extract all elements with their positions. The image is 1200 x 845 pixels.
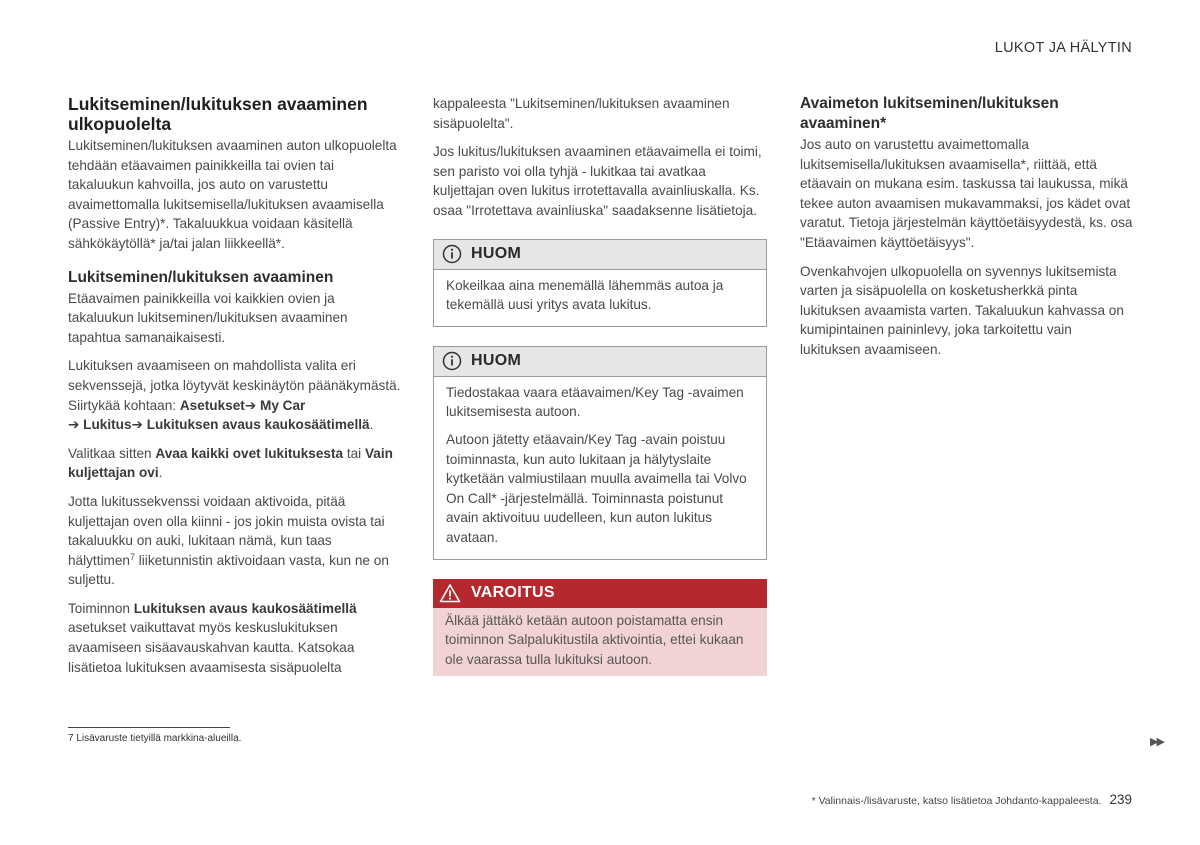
- column-middle: [433, 94, 767, 688]
- note-header: [434, 240, 766, 270]
- continue-arrows-icon: ▶▶: [1150, 736, 1163, 748]
- menu-arrow-icon: ➔: [244, 397, 257, 413]
- remote-key-paragraph: Etäavaimen painikkeilla voi kaikkien ovien ja takaluukun lukitseminen/lukituksen avaaminen tapahtua samanaikaisesti.: [68, 290, 348, 345]
- warning-text: Älkää jättäkö ketään autoon poistamatta ensin toiminnon Salpalukitustila aktivointia, ettei kukaan ole vaarassa tulla lukituksi autoon.: [445, 612, 744, 667]
- note-body: [434, 377, 766, 559]
- warning-title: VAROITUS: [471, 584, 555, 602]
- page-footer: [812, 792, 1132, 807]
- note-title: HUOM: [471, 245, 522, 263]
- note-box: [433, 239, 767, 327]
- activation-paragraph: Jotta lukitussekvenssi voidaan aktivoida, pitää kuljettajan oven olla kiinni - jos jokin muista ovista tai takaluukku on auki, lukitaan nämä, kun taas hälyttimen$^7$ liiketunnistin aktivoidaan vasta, kun ne on suljettu.: [68, 493, 389, 588]
- note-text: Autoon jätetty etäavain/Key Tag -avain poistuu toiminnasta, kun auto lukitaan ja hälytyslaite kytketään valmiustilaan muulla avaimella tai Volvo On Call* -järjestelmällä. Toiminnasta poistunut avain aktivoituu uudelleen, kun auton lukitus avataan.: [446, 431, 747, 545]
- menu-arrow-icon: ➔: [68, 417, 80, 433]
- sequence-text: Lukituksen avaamiseen on mahdollista valita eri sekvenssejä, jotka löytyvät keskinäytön päänäkymästä. Siirtykää kohtaan:: [68, 358, 401, 413]
- sequence-paragraph: Lukituksen avaamiseen on mahdollista valita eri sekvenssejä, jotka löytyvät keskinäytön päänäkymästä. Siirtykää kohtaan: Asetukset➔ My Car ➔ Lukitus➔ Lukituksen avaus kaukosäätimellä.: [68, 358, 401, 433]
- main-heading: Lukitseminen/lukituksen avaaminen ulkopuolelta: [68, 94, 368, 134]
- menu-arrow-icon: ➔: [131, 417, 143, 433]
- continued-paragraph: kappaleesta "Lukitseminen/lukituksen avaaminen sisäpuolelta".: [433, 96, 730, 131]
- remote-setting-paragraph: Toiminnon Lukituksen avaus kaukosäätimellä asetukset vaikuttavat myös keskuslukituksen avaamiseen sisäavauskahvan kautta. Katsokaa lisätietoa lukituksen avaamisesta sisäpuolelta: [68, 600, 357, 675]
- footnote-ref: 7: [129, 551, 135, 562]
- subheading-lock-unlock: Lukitseminen/lukituksen avaaminen: [68, 268, 334, 286]
- option-footnote: * Valinnais-/lisävaruste, katso lisätietoa Johdanto-kappaleesta.: [811, 795, 1102, 807]
- note-text: Tiedostakaa vaara etäavaimen/Key Tag -avaimen lukitsemisesta autoon.: [446, 384, 744, 420]
- intro-paragraph: Lukitseminen/lukituksen avaaminen auton ulkopuolelta tehdään etäavaimen painikkeilla tai ovien tai takaluukun kahvoilla, jos auto on varustettu avaimettomalla lukitsemisella/lukituksen avaamisella (Passive Entry)*. Takaluukkua voidaan käsitellä sähkökäytöllä* ja/tai jalan liikkeellä*.: [68, 138, 397, 251]
- menu-path-lock: Lukitus: [83, 417, 132, 433]
- menu-path-remote-unlock: Lukituksen avaus kaukosäätimellä: [146, 417, 370, 433]
- column-left: [68, 94, 402, 686]
- footnote-divider: [68, 727, 230, 728]
- info-icon: [442, 244, 462, 264]
- info-icon: [442, 351, 462, 371]
- menu-path-settings: Asetukset: [179, 397, 245, 413]
- choose-option-paragraph: Valitkaa sitten Avaa kaikki ovet lukituksesta tai Vain kuljettajan ovi.: [68, 445, 393, 481]
- function-remote-unlock: Lukituksen avaus kaukosäätimellä: [133, 600, 357, 616]
- warning-box: [433, 579, 767, 677]
- section-title: LUKOT JA HÄLYTIN: [994, 40, 1132, 56]
- page-number: 239: [1109, 792, 1132, 807]
- note-text: Kokeilkaa aina menemällä lähemmäs autoa ja tekemällä uusi yritys avata lukitus.: [446, 277, 724, 313]
- option-driver-door: Vain kuljettajan ovi: [68, 445, 393, 481]
- handle-paragraph: Ovenkahvojen ulkopuolella on syvennys lukitsemista varten ja sisäpuolella on kosketusherkkä pinta lukituksen avaamista varten. Takaluukun kahvassa on kumipintainen paininlevy, joka tarkoitettu vain lukituksen avaamiseen.: [800, 263, 1124, 357]
- note-body: [434, 270, 766, 326]
- column-right: [800, 94, 1134, 369]
- keyless-paragraph: Jos auto on varustettu avaimettomalla lukitsemisella/lukituksen avaamisella*, riittää, että etäavain on mukana esim. taskussa tai laukussa, mikä tekee auton avaamisen mukavammaksi, jos kädet ovat varatut. Tietoja järjestelmän käyttöetäisyydestä, ks. osa "Etäavaimen käyttöetäisyys".: [800, 137, 1133, 250]
- menu-path-my-car: My Car: [260, 397, 306, 413]
- footnote: 7 Lisävaruste tietyillä markkina-alueilla.: [68, 733, 242, 744]
- warning-body: [433, 608, 767, 677]
- option-unlock-all: Avaa kaikki ovet lukituksesta: [155, 445, 344, 461]
- warning-header: [433, 579, 767, 608]
- subheading-keyless: Avaimeton lukitseminen/lukituksen avaaminen*: [800, 95, 1059, 132]
- note-header: [434, 347, 766, 377]
- note-box: [433, 346, 767, 560]
- note-title: HUOM: [471, 352, 522, 370]
- battery-paragraph: Jos lukitus/lukituksen avaaminen etäavaimella ei toimi, sen paristo voi olla tyhjä - lukitkaa tai avatkaa kuljettajan oven lukitus irrotettavalla avainliuskalla. Ks. osaa "Irrotettava avainliuska" saadaksenne lisätietoja.: [433, 144, 762, 218]
- warning-triangle-icon: [439, 583, 461, 603]
